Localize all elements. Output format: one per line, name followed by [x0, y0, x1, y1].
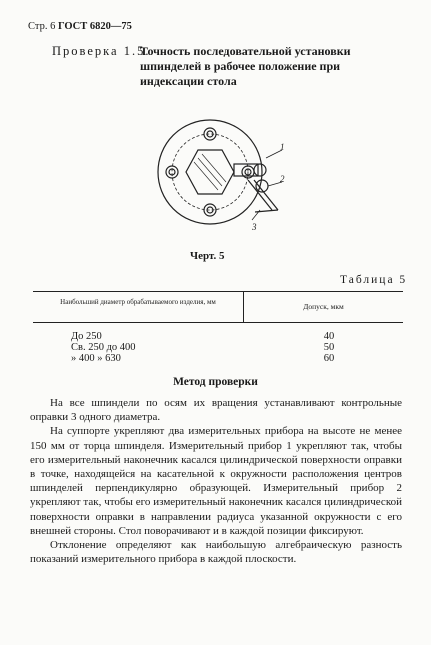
- callout-3: 3: [252, 222, 257, 232]
- method-heading: Метод проверки: [173, 376, 258, 388]
- table-row: [33, 353, 403, 364]
- standard-code: ГОСТ 6820—75: [57, 21, 132, 32]
- paragraph: Отклонение определяют как наибольшую алгебраическую разность показаний измерительного прибора в каждой плоскости.: [30, 539, 402, 566]
- paragraph: На все шпиндели по осям их вращения устанавливают контрольные оправки 3 одного диаметра.: [30, 397, 402, 424]
- col-diameter-header: Наибольший диаметр обрабатываемого изделия, мм: [33, 292, 244, 322]
- gauge-1: [254, 164, 266, 176]
- figure-caption: Черт. 5: [190, 250, 225, 262]
- callout-1: 1: [280, 142, 285, 152]
- check-title: Точность последовательной установки шпинделей в рабочее положение при индексации стола: [140, 44, 351, 88]
- diameter-cell: Св. 250 до 400: [71, 342, 136, 353]
- paragraph: На суппорте укрепляют два измерительных прибора на высоте не менее 150 мм от торца шпинделя. Измерительный прибор 1 укрепляют так, чтобы его измерительный наконечник касался цилиндрической поверхности оправки в точке, находящейся на касательной к окружности расположения центров шпинделей перпендикулярно образующей. Измерительный прибор 2 укрепляют так, чтобы его измерительный наконечник касался цилиндрической поверхности оправки в направлении радиуса указанной окружности с его внешней стороны. Стол поворачивают и в каждой позиции фиксируют.: [30, 425, 402, 537]
- check-label: Проверка 1.5.: [52, 44, 151, 58]
- tolerance-cell: 40: [323, 331, 335, 342]
- diameter-cell: » 400 » 630: [71, 353, 121, 364]
- col-tolerance-header: Допуск, мкм: [303, 302, 344, 311]
- callout-2: 2: [280, 174, 285, 184]
- page-header: [28, 21, 132, 32]
- method-text: [30, 396, 402, 566]
- diameter-cell: До 250: [71, 331, 102, 342]
- page-number: Стр. 6: [28, 21, 56, 32]
- spindle-mark: [166, 166, 178, 178]
- tolerance-cell: 60: [323, 353, 335, 364]
- figure-drawing: [150, 110, 285, 240]
- tolerance-cell: 50: [323, 342, 335, 353]
- table-title: Таблица 5: [340, 274, 408, 286]
- spindle-mark: [204, 128, 216, 140]
- table-header: [33, 291, 403, 323]
- table-row: [33, 342, 403, 353]
- tolerance-table: [33, 291, 403, 364]
- table-row: [33, 331, 403, 342]
